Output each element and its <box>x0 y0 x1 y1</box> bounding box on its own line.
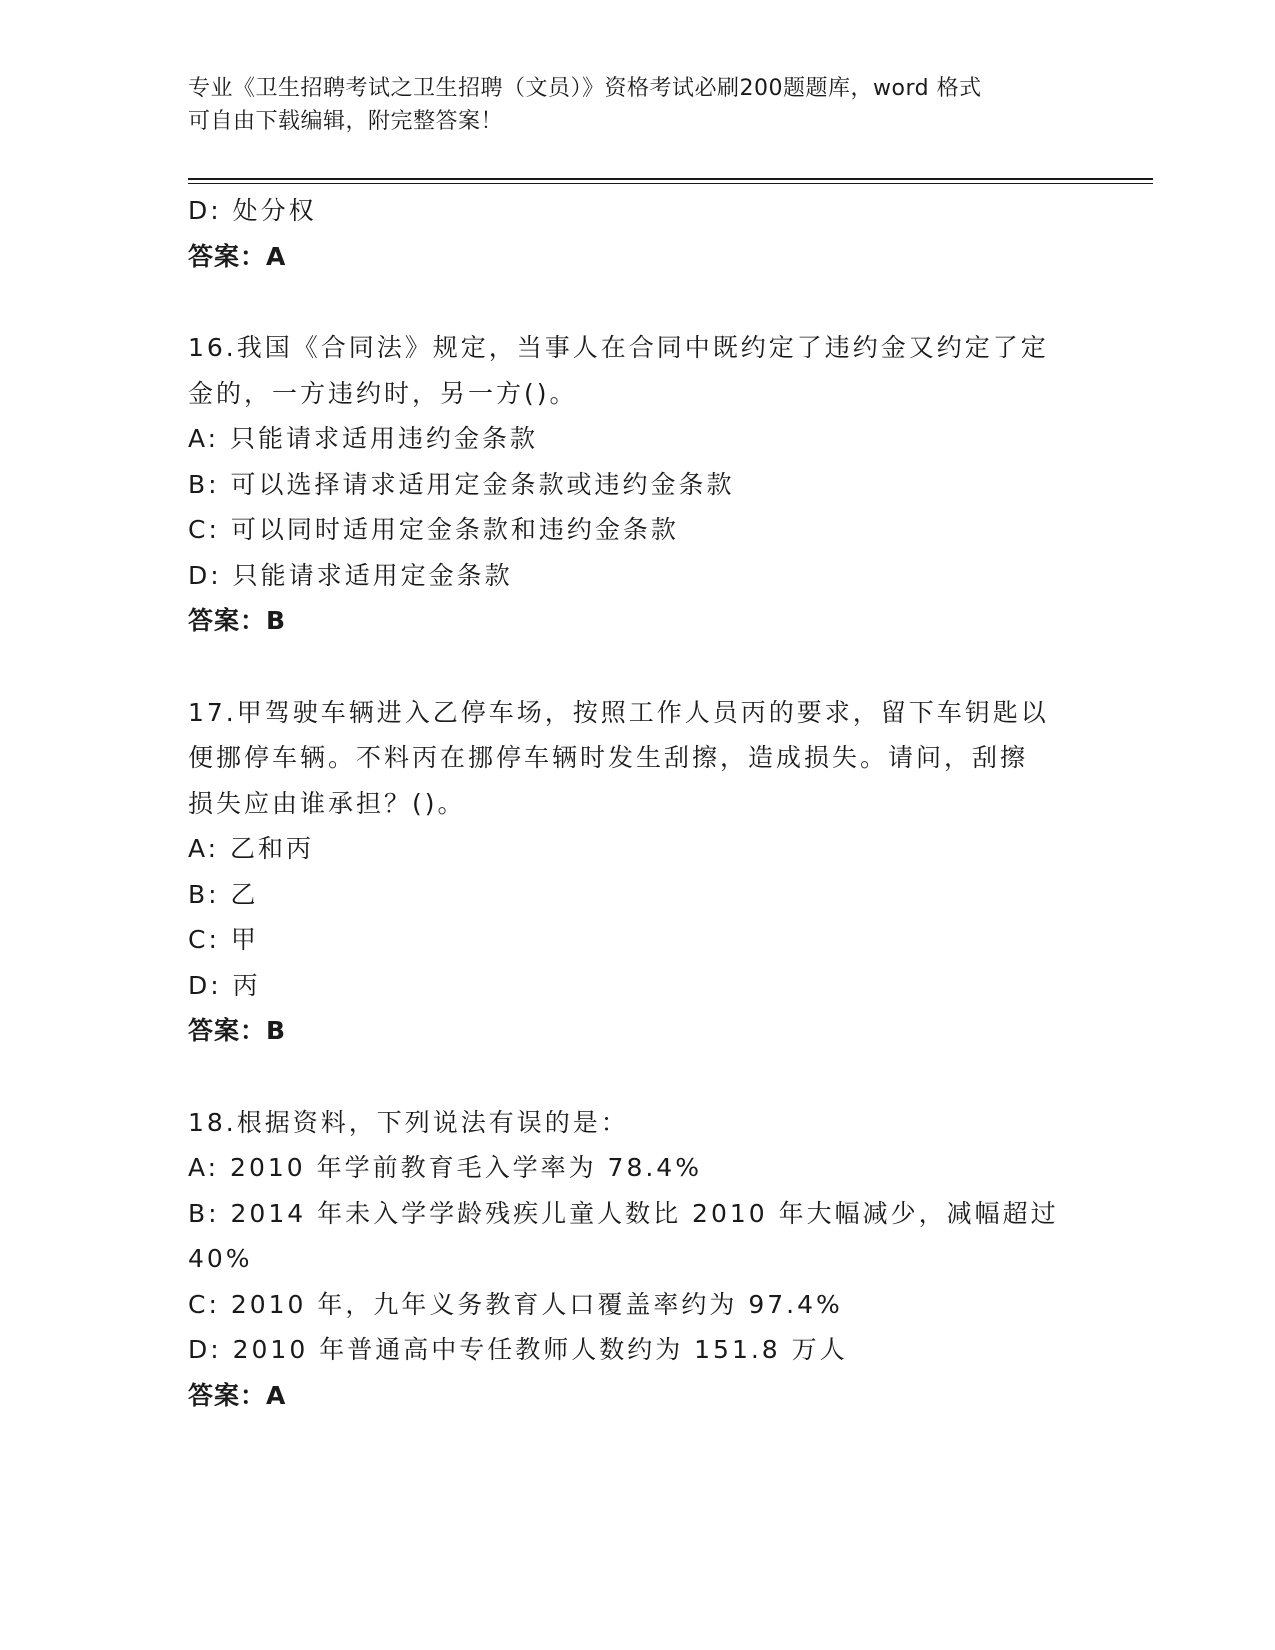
prev-answer: 答案：A <box>188 241 287 271</box>
option-c: C: 可以同时适用定金条款和违约金条款 <box>188 515 679 544</box>
header-line-2: 可自由下载编辑，附完整答案！ <box>188 109 504 134</box>
header-rule-thin <box>188 183 1153 184</box>
option-a: A: 只能请求适用违约金条款 <box>188 424 539 453</box>
option-c: C: 2010 年，九年义务教育人口覆盖率约为 97.4% <box>188 1289 843 1319</box>
document-header <box>188 72 1088 138</box>
option-b-continued: 40% <box>188 1244 253 1273</box>
answer: 答案：A <box>188 1380 287 1410</box>
prev-option-d: D: 处分权 <box>188 196 317 225</box>
option-a: A: 乙和丙 <box>188 834 315 863</box>
option-d: D: 丙 <box>188 970 261 1000</box>
document-body <box>188 188 1088 1418</box>
spacer <box>188 1054 1088 1100</box>
header-line-1: 专业《卫生招聘考试之卫生招聘（文员）》资格考试必刷200题题库，word 格式 <box>188 76 982 101</box>
option-a: A: 2010 年学前教育毛入学率为 78.4% <box>188 1153 702 1182</box>
question-stem: 18.根据资料，下列说法有误的是： <box>188 1107 629 1137</box>
option-b: B: 2014 年未入学学龄残疾儿童人数比 2010 年大幅减少，减幅超过 <box>188 1198 1059 1228</box>
question-stem: 17.甲驾驶车辆进入乙停车场，按照工作人员丙的要求，留下车钥匙以 <box>188 697 1049 727</box>
answer: 答案：B <box>188 1016 287 1045</box>
spacer <box>188 279 1088 325</box>
option-c: C: 甲 <box>188 925 259 954</box>
option-d: D: 2010 年普通高中专任教师人数约为 151.8 万人 <box>188 1335 848 1364</box>
question-17 <box>188 690 1088 1054</box>
spacer <box>188 644 1088 690</box>
question-stem: 损失应由谁承担？()。 <box>188 788 466 818</box>
option-b: B: 可以选择请求适用定金条款或违约金条款 <box>188 469 735 499</box>
question-stem: 16.我国《合同法》规定，当事人在合同中既约定了违约金又约定了定 <box>188 333 1049 362</box>
question-18 <box>188 1100 1088 1419</box>
option-b: B: 乙 <box>188 879 259 909</box>
answer: 答案：B <box>188 606 287 635</box>
option-d: D: 只能请求适用定金条款 <box>188 560 513 590</box>
question-stem: 便挪停车辆。不料丙在挪停车辆时发生刮擦，造成损失。请问，刮擦 <box>188 743 1029 772</box>
question-16 <box>188 325 1088 644</box>
header-rule-thick <box>188 178 1153 180</box>
question-stem: 金的，一方违约时，另一方()。 <box>188 378 578 408</box>
